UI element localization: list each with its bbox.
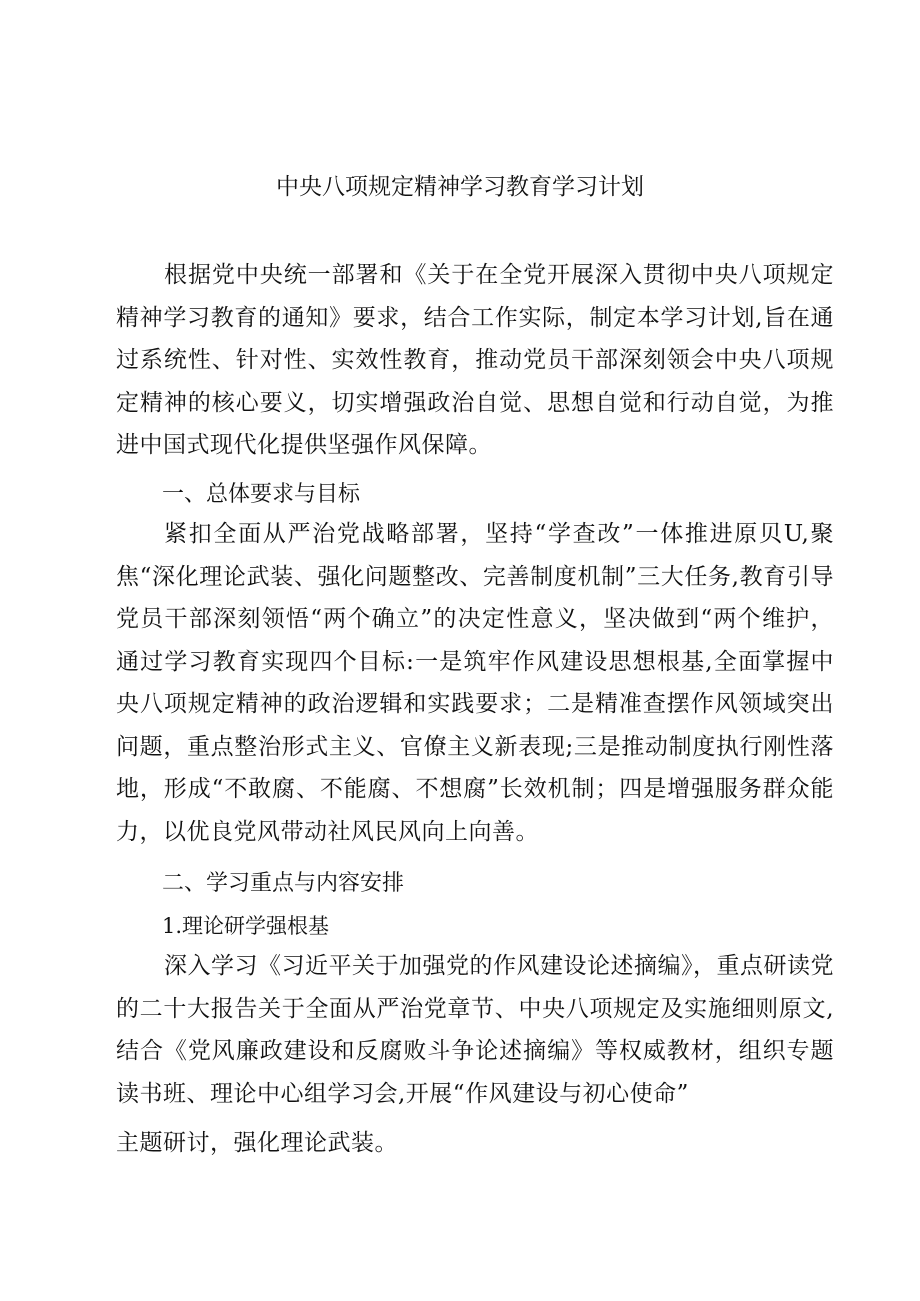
section1-paragraph: 紧扣全面从严治党战略部署，坚持“学查改”一体推进原贝U,聚焦“深化理论武装、强化问题整改、完善制度机制”三大任务,教育引导党员干部深刻领悟“两个确立”的决定性意义，坚决做到“两个维护，通过学习教育实现四个目标:一是筑牢作风建设思想根基,全面掌握中央八项规定精神的政治逻辑和实践要求；二是精准查摆作风领域突出问题，重点整治形式主义、官僚主义新表现;三是推动制度执行刚性落地，形成“不敢腐、不能腐、不想腐”长效机制；四是增强服务群众能力，以优良党风带动社风民风向上向善。 bbox=[116, 521, 834, 845]
intro-paragraph: 根据党中央统一部署和《关于在全党开展深入贯彻中央八项规定精神学习教育的通知》要求，结合工作实际，制定本学习计划,旨在通过系统性、针对性、实效性教育，推动党员干部深刻领会中央八项规定精神的核心要义，切实增强政治自觉、思想自觉和行动自觉，为推进中国式现代化提供坚强作风保障。 bbox=[116, 262, 834, 458]
section2-sub1-heading: 1.理论研学强根基 bbox=[162, 914, 330, 938]
section1-heading: 一、总体要求与目标 bbox=[162, 482, 361, 507]
document-title: 中央八项规定精神学习教育学习计划 bbox=[276, 174, 644, 200]
section2-heading: 二、学习重点与内容安排 bbox=[162, 871, 405, 896]
section2-sub1-paragraph: 深入学习《习近平关于加强党的作风建设论述摘编》，重点研读党的二十大报告关于全面从严治党章节、中央八项规定及实施细则原文,结合《党风廉政建设和反腐败斗争论述摘编》等权威教材，组织专题读书班、理论中心组学习会,开展“作风建设与初心使命” bbox=[116, 953, 834, 1107]
section2-sub1-last-line: 主题研讨，强化理论武装。 bbox=[116, 1130, 398, 1156]
